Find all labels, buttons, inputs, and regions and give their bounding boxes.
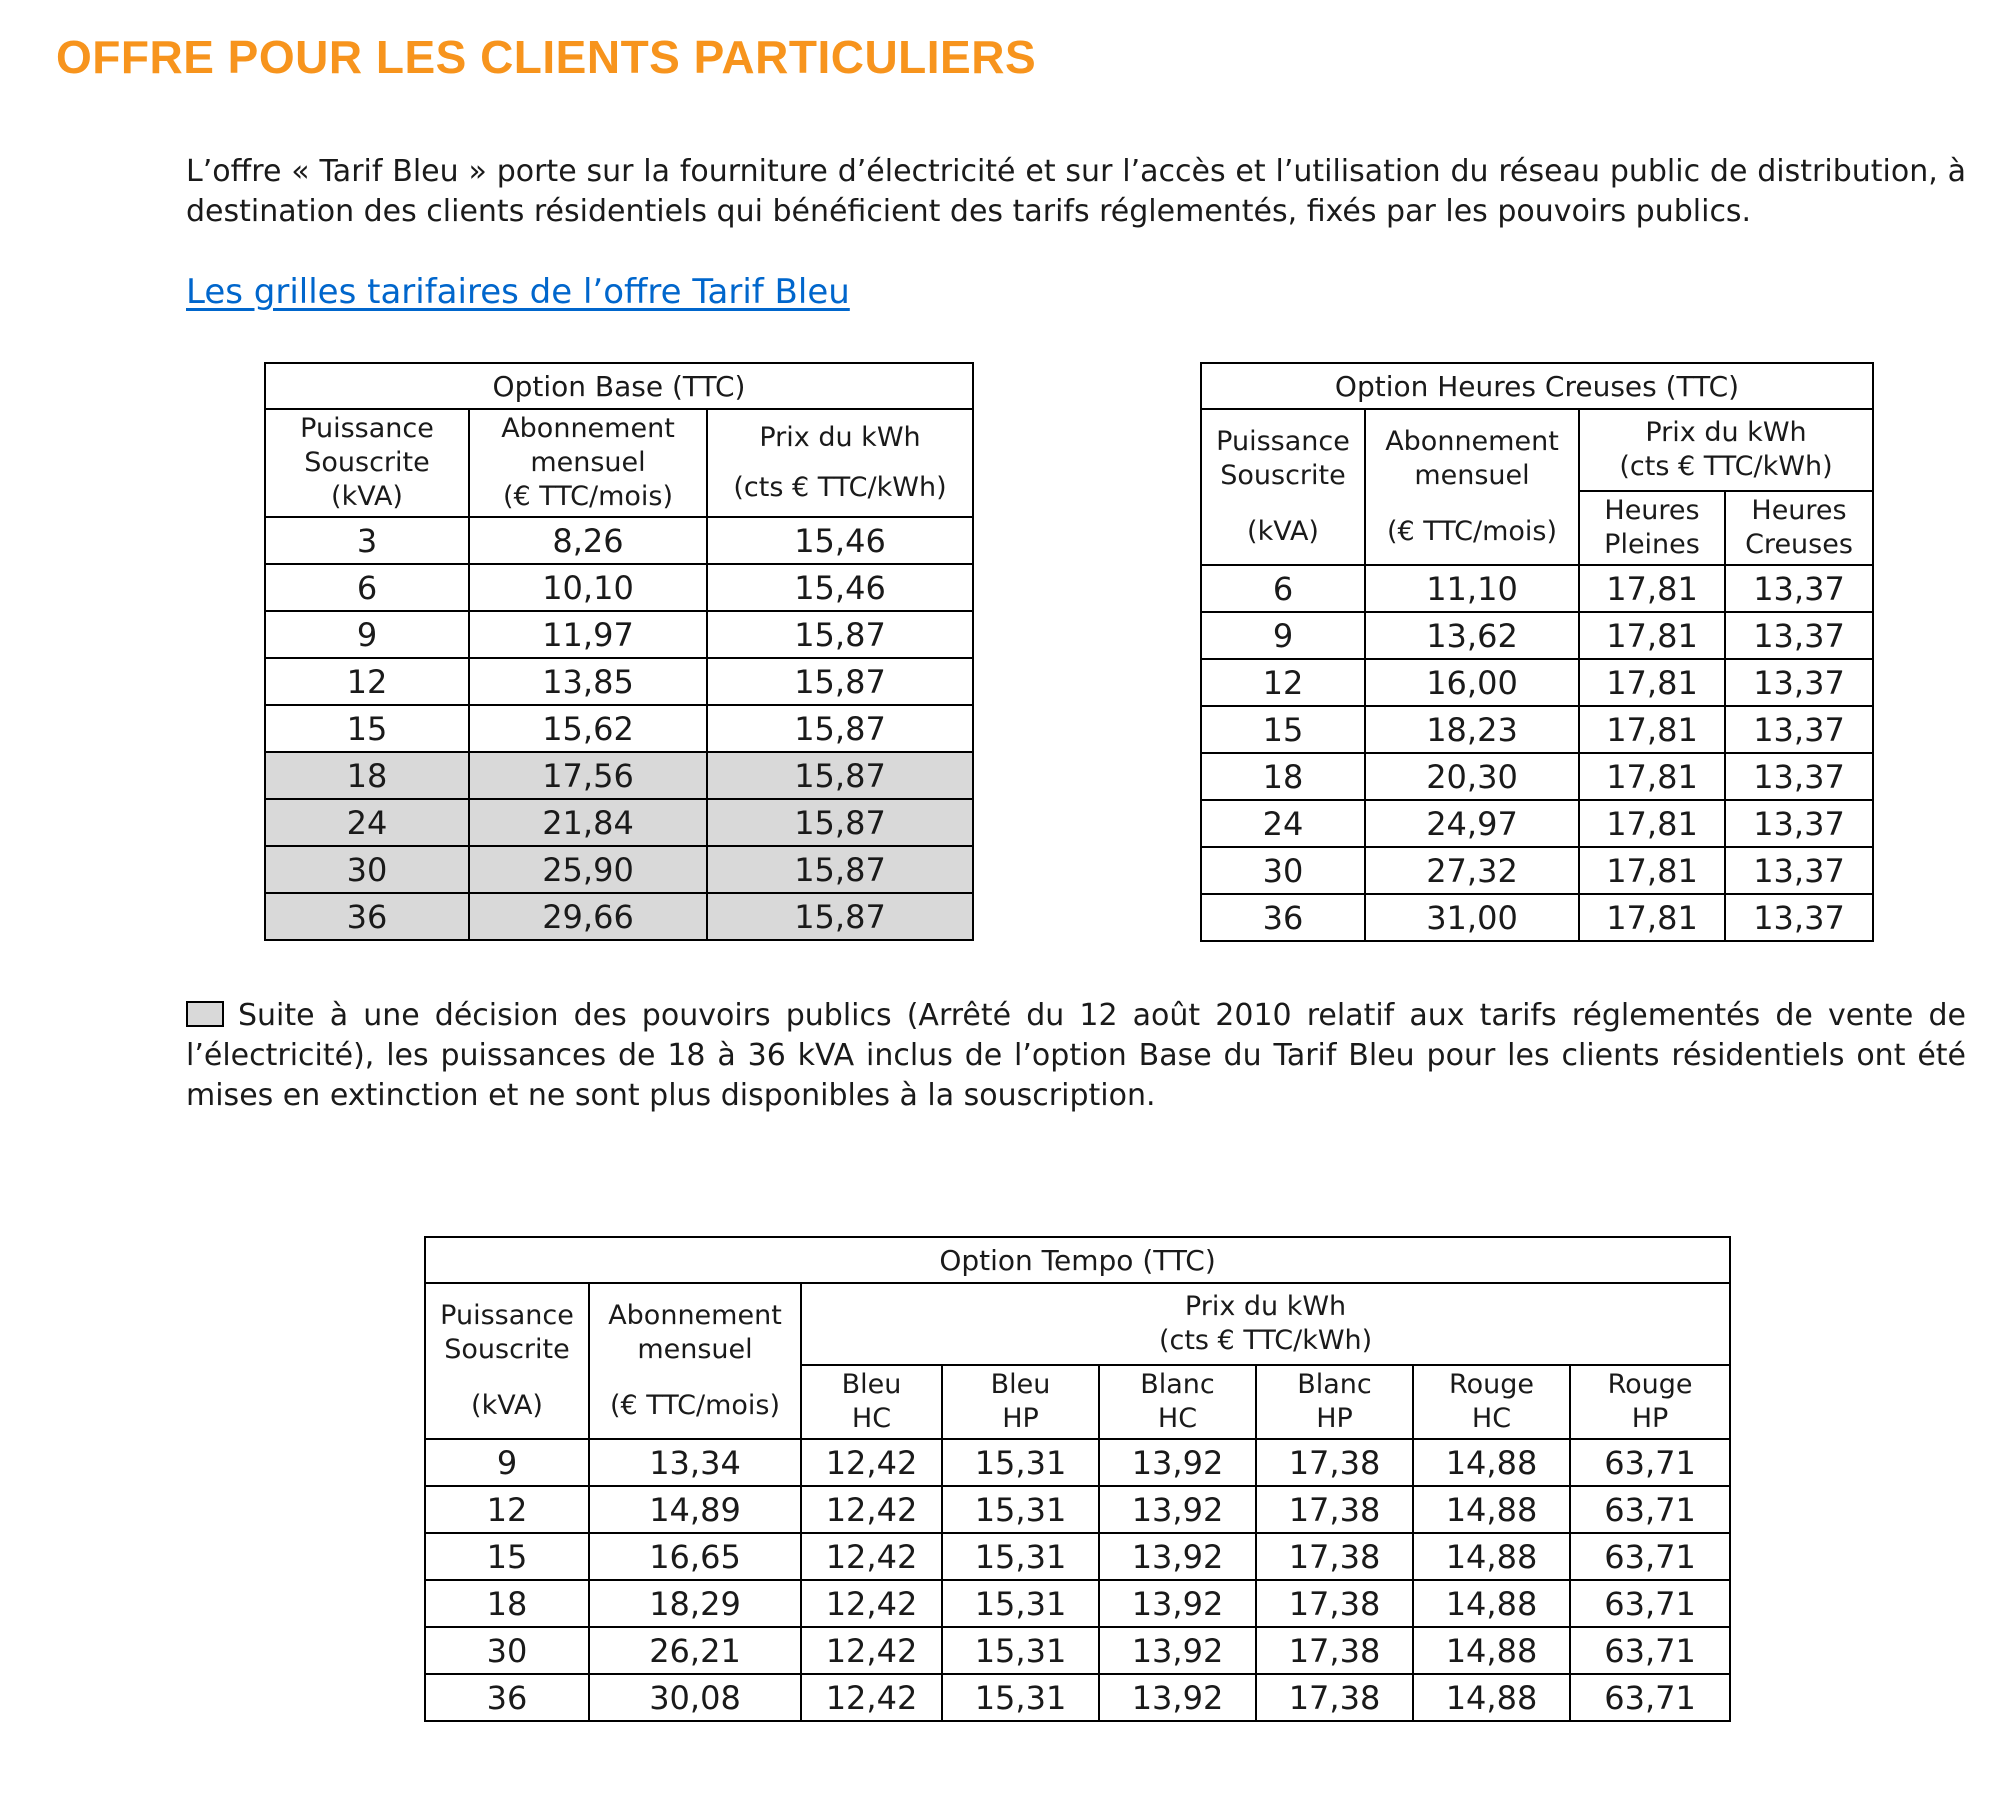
cell-abonnement: 29,66: [469, 893, 707, 940]
cell-heures-creuses: 13,37: [1725, 894, 1873, 941]
header-line: HP: [1002, 1403, 1039, 1434]
header-line: Blanc: [1140, 1369, 1215, 1400]
cell-heures-pleines: 17,81: [1579, 800, 1725, 847]
header-line: (€ TTC/mois): [502, 481, 674, 512]
table-row: [265, 564, 973, 611]
table-row: [265, 846, 973, 893]
col-header-blanc-hp: [1256, 1365, 1413, 1439]
header-line: (cts € TTC/kWh): [1158, 1325, 1373, 1356]
header-line: Prix du kWh: [1645, 417, 1807, 448]
table-row: [265, 893, 973, 940]
cell-abonnement: 25,90: [469, 846, 707, 893]
hc-table-body: [1201, 565, 1873, 941]
cell-puissance: 9: [265, 611, 469, 658]
cell-rouge-hp: 63,71: [1570, 1486, 1730, 1533]
cell-rouge-hc: 14,88: [1413, 1580, 1570, 1627]
cell-bleu-hp: 15,31: [942, 1627, 1099, 1674]
cell-bleu-hc: 12,42: [801, 1533, 942, 1580]
tempo-table-caption: Option Tempo (TTC): [425, 1237, 1730, 1283]
table-row: [265, 658, 973, 705]
cell-rouge-hp: 63,71: [1570, 1580, 1730, 1627]
cell-heures-pleines: 17,81: [1579, 894, 1725, 941]
cell-puissance: 15: [425, 1533, 589, 1580]
cell-bleu-hc: 12,42: [801, 1627, 942, 1674]
cell-puissance: 12: [1201, 659, 1365, 706]
header-line: Blanc: [1297, 1369, 1372, 1400]
base-table-body: [265, 517, 973, 940]
cell-prix: 15,46: [707, 564, 973, 611]
cell-abonnement: 11,10: [1365, 565, 1579, 612]
table-row: [265, 611, 973, 658]
cell-heures-pleines: 17,81: [1579, 565, 1725, 612]
cell-puissance: 15: [265, 705, 469, 752]
cell-heures-creuses: 13,37: [1725, 800, 1873, 847]
cell-prix: 15,87: [707, 705, 973, 752]
table-row: [425, 1533, 1730, 1580]
cell-heures-creuses: 13,37: [1725, 753, 1873, 800]
cell-puissance: 3: [265, 517, 469, 564]
table-row: [265, 705, 973, 752]
cell-abonnement: 26,21: [589, 1627, 801, 1674]
header-line: (cts € TTC/kWh): [1619, 451, 1833, 482]
cell-puissance: 12: [425, 1486, 589, 1533]
header-line: (cts € TTC/kWh): [733, 472, 947, 503]
cell-heures-pleines: 17,81: [1579, 847, 1725, 894]
col-header-heures-pleines: [1579, 491, 1725, 565]
cell-blanc-hp: 17,38: [1256, 1627, 1413, 1674]
col-header-abonnement: [589, 1283, 801, 1439]
cell-abonnement: 21,84: [469, 799, 707, 846]
cell-rouge-hc: 14,88: [1413, 1439, 1570, 1486]
cell-blanc-hc: 13,92: [1099, 1674, 1256, 1721]
header-line: Puissance: [1216, 426, 1350, 457]
cell-rouge-hc: 14,88: [1413, 1486, 1570, 1533]
cell-prix: 15,87: [707, 611, 973, 658]
col-header-prix: [707, 409, 973, 517]
cell-rouge-hc: 14,88: [1413, 1533, 1570, 1580]
cell-prix: 15,87: [707, 893, 973, 940]
table-row: [425, 1580, 1730, 1627]
cell-puissance: 6: [265, 564, 469, 611]
base-tariff-table: [264, 362, 974, 941]
header-line: (kVA): [1247, 516, 1319, 547]
cell-rouge-hp: 63,71: [1570, 1533, 1730, 1580]
cell-puissance: 9: [1201, 612, 1365, 659]
header-line: Abonnement: [501, 413, 675, 444]
cell-bleu-hp: 15,31: [942, 1486, 1099, 1533]
cell-bleu-hc: 12,42: [801, 1674, 942, 1721]
cell-bleu-hc: 12,42: [801, 1439, 942, 1486]
cell-puissance: 36: [1201, 894, 1365, 941]
cell-blanc-hp: 17,38: [1256, 1486, 1413, 1533]
table-row: [1201, 706, 1873, 753]
tempo-tariff-table: [424, 1236, 1731, 1722]
cell-puissance: 36: [425, 1674, 589, 1721]
header-line: Bleu: [990, 1369, 1051, 1400]
table-row: [425, 1486, 1730, 1533]
cell-prix: 15,87: [707, 752, 973, 799]
table-row: [265, 799, 973, 846]
base-table-caption: Option Base (TTC): [265, 363, 973, 409]
cell-abonnement: 8,26: [469, 517, 707, 564]
note-text: Suite à une décision des pouvoirs publics (Arrêté du 12 août 2010 relatif aux tarifs réglementés de vente de l’électricité), les puissances de 18 à 36 kVA inclus de l’option Base du Tarif Bleu pour les clients résidentiels ont été mises en extinction et ne sont plus disponibles à la souscription.: [186, 998, 1966, 1113]
header-line: mensuel: [1414, 460, 1530, 491]
col-header-rouge-hp: [1570, 1365, 1730, 1439]
header-line: Heures: [1751, 495, 1847, 526]
header-line: Puissance: [440, 1300, 574, 1331]
cell-heures-creuses: 13,37: [1725, 706, 1873, 753]
header-line: Rouge: [1449, 1369, 1534, 1400]
cell-abonnement: 24,97: [1365, 800, 1579, 847]
cell-heures-pleines: 17,81: [1579, 753, 1725, 800]
table-row: [1201, 894, 1873, 941]
cell-rouge-hp: 63,71: [1570, 1439, 1730, 1486]
col-header-heures-creuses: [1725, 491, 1873, 565]
cell-heures-creuses: 13,37: [1725, 565, 1873, 612]
cell-puissance: 30: [265, 846, 469, 893]
page-title: OFFRE POUR LES CLIENTS PARTICULIERS: [56, 31, 1037, 83]
header-line: Abonnement: [1385, 426, 1559, 457]
hc-table-caption: Option Heures Creuses (TTC): [1201, 363, 1873, 409]
cell-blanc-hp: 17,38: [1256, 1674, 1413, 1721]
cell-abonnement: 18,23: [1365, 706, 1579, 753]
cell-blanc-hc: 13,92: [1099, 1580, 1256, 1627]
cell-abonnement: 30,08: [589, 1674, 801, 1721]
cell-abonnement: 11,97: [469, 611, 707, 658]
table-row: [425, 1439, 1730, 1486]
cell-bleu-hp: 15,31: [942, 1580, 1099, 1627]
table-row: [1201, 753, 1873, 800]
header-line: Rouge: [1607, 1369, 1693, 1400]
table-row: [425, 1674, 1730, 1721]
cell-abonnement: 27,32: [1365, 847, 1579, 894]
col-header-abonnement: [1365, 409, 1579, 565]
cell-abonnement: 17,56: [469, 752, 707, 799]
cell-rouge-hc: 14,88: [1413, 1627, 1570, 1674]
cell-abonnement: 13,34: [589, 1439, 801, 1486]
header-line: mensuel: [637, 1334, 753, 1365]
header-line: Souscrite: [1220, 460, 1346, 491]
cell-bleu-hc: 12,42: [801, 1580, 942, 1627]
cell-heures-creuses: 13,37: [1725, 612, 1873, 659]
header-line: Abonnement: [608, 1300, 782, 1331]
header-line: HC: [851, 1403, 892, 1434]
header-line: (kVA): [331, 481, 403, 512]
cell-bleu-hp: 15,31: [942, 1674, 1099, 1721]
cell-puissance: 30: [425, 1627, 589, 1674]
col-header-prix: [1579, 409, 1873, 491]
cell-abonnement: 14,89: [589, 1486, 801, 1533]
cell-puissance: 18: [265, 752, 469, 799]
table-row: [1201, 847, 1873, 894]
table-row: [1201, 659, 1873, 706]
cell-bleu-hp: 15,31: [942, 1439, 1099, 1486]
header-line: Creuses: [1745, 529, 1853, 560]
cell-blanc-hc: 13,92: [1099, 1627, 1256, 1674]
cell-abonnement: 16,00: [1365, 659, 1579, 706]
cell-puissance: 36: [265, 893, 469, 940]
col-header-rouge-hc: [1413, 1365, 1570, 1439]
cell-puissance: 30: [1201, 847, 1365, 894]
cell-abonnement: 13,62: [1365, 612, 1579, 659]
cell-blanc-hc: 13,92: [1099, 1533, 1256, 1580]
cell-heures-pleines: 17,81: [1579, 659, 1725, 706]
header-line: Heures: [1604, 495, 1700, 526]
table-row: [265, 517, 973, 564]
header-line: mensuel: [530, 447, 646, 478]
cell-abonnement: 16,65: [589, 1533, 801, 1580]
cell-blanc-hp: 17,38: [1256, 1580, 1413, 1627]
col-header-abonnement: [469, 409, 707, 517]
cell-prix: 15,46: [707, 517, 973, 564]
cell-blanc-hc: 13,92: [1099, 1439, 1256, 1486]
col-header-puissance: [425, 1283, 589, 1439]
header-line: (€ TTC/mois): [609, 1390, 781, 1421]
table-row: [1201, 565, 1873, 612]
header-line: HP: [1631, 1403, 1669, 1434]
cell-prix: 15,87: [707, 846, 973, 893]
cell-blanc-hp: 17,38: [1256, 1439, 1413, 1486]
cell-puissance: 6: [1201, 565, 1365, 612]
table-row: [1201, 612, 1873, 659]
cell-blanc-hp: 17,38: [1256, 1533, 1413, 1580]
cell-puissance: 12: [265, 658, 469, 705]
cell-rouge-hp: 63,71: [1570, 1674, 1730, 1721]
cell-puissance: 24: [265, 799, 469, 846]
cell-puissance: 18: [425, 1580, 589, 1627]
cell-puissance: 18: [1201, 753, 1365, 800]
cell-bleu-hc: 12,42: [801, 1486, 942, 1533]
tempo-table-body: [425, 1439, 1730, 1721]
header-line: (€ TTC/mois): [1386, 516, 1558, 547]
cell-heures-pleines: 17,81: [1579, 612, 1725, 659]
header-line: (kVA): [471, 1390, 543, 1421]
cell-blanc-hc: 13,92: [1099, 1486, 1256, 1533]
cell-puissance: 9: [425, 1439, 589, 1486]
header-line: HC: [1471, 1403, 1512, 1434]
cell-abonnement: 18,29: [589, 1580, 801, 1627]
header-line: Prix du kWh: [1184, 1291, 1347, 1322]
header-line: Prix du kWh: [759, 422, 921, 453]
tarif-grids-link[interactable]: Les grilles tarifaires de l’offre Tarif Bleu: [186, 272, 850, 312]
table-row: [1201, 800, 1873, 847]
col-header-blanc-hc: [1099, 1365, 1256, 1439]
header-line: Bleu: [841, 1369, 902, 1400]
table-row: [265, 752, 973, 799]
col-header-prix: [801, 1283, 1730, 1365]
cell-abonnement: 10,10: [469, 564, 707, 611]
cell-puissance: 15: [1201, 706, 1365, 753]
col-header-puissance: [1201, 409, 1365, 565]
header-line: Pleines: [1604, 529, 1700, 560]
cell-heures-creuses: 13,37: [1725, 847, 1873, 894]
cell-prix: 15,87: [707, 658, 973, 705]
col-header-bleu-hc: [801, 1365, 942, 1439]
cell-abonnement: 20,30: [1365, 753, 1579, 800]
header-line: HP: [1316, 1403, 1353, 1434]
grey-legend-swatch: [186, 1001, 224, 1027]
cell-bleu-hp: 15,31: [942, 1533, 1099, 1580]
cell-rouge-hp: 63,71: [1570, 1627, 1730, 1674]
cell-rouge-hc: 14,88: [1413, 1674, 1570, 1721]
col-header-puissance: [265, 409, 469, 517]
extinction-note: [186, 996, 1966, 1116]
cell-prix: 15,87: [707, 799, 973, 846]
table-row: [425, 1627, 1730, 1674]
header-line: Puissance: [300, 413, 434, 444]
header-line: Souscrite: [304, 447, 430, 478]
cell-abonnement: 31,00: [1365, 894, 1579, 941]
col-header-bleu-hp: [942, 1365, 1099, 1439]
cell-abonnement: 13,85: [469, 658, 707, 705]
intro-paragraph: L’offre « Tarif Bleu » porte sur la fourniture d’électricité et sur l’accès et l’utilisation du réseau public de distribution, à destination des clients résidentiels qui bénéficient des tarifs réglementés, fixés par les pouvoirs publics.: [186, 154, 1966, 229]
cell-abonnement: 15,62: [469, 705, 707, 752]
heures-creuses-tariff-table: [1200, 362, 1874, 942]
cell-heures-creuses: 13,37: [1725, 659, 1873, 706]
cell-puissance: 24: [1201, 800, 1365, 847]
cell-heures-pleines: 17,81: [1579, 706, 1725, 753]
header-line: Souscrite: [444, 1334, 570, 1365]
header-line: HC: [1157, 1403, 1198, 1434]
